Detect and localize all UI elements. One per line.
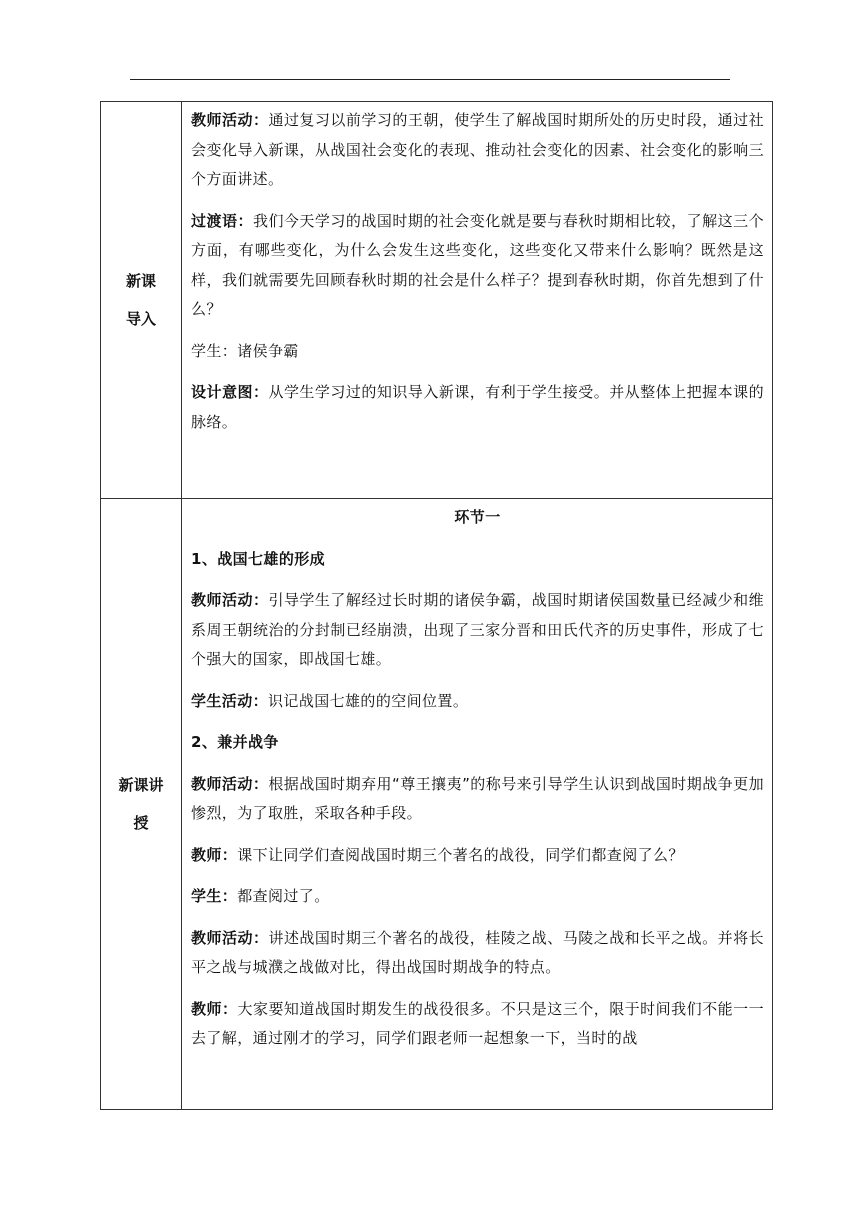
paragraph-label: 过渡语： xyxy=(191,211,253,230)
paragraph-text: 识记战国七雄的的空间位置。 xyxy=(268,691,469,710)
paragraph-text: 都查阅过了。 xyxy=(237,887,330,905)
paragraph xyxy=(191,207,764,325)
paragraph xyxy=(191,586,764,675)
paragraph xyxy=(191,687,764,717)
paragraph-label: 教师活动： xyxy=(191,774,269,793)
paragraph-label: 教师活动： xyxy=(191,928,269,947)
paragraph-label: 教师： xyxy=(191,999,238,1018)
subsection-heading: 1、战国七雄的形成 xyxy=(191,549,326,568)
paragraph-label: 学生： xyxy=(191,887,238,905)
paragraph-text: 引导学生了解经过长时期的诸侯争霸，战国时期诸侯国数量已经减少和维系周王朝统治的分封制已经崩溃，出现了三家分晋和田氏代齐的历史事件，形成了七个强大的国家，即战国七雄。 xyxy=(191,591,764,668)
table-row xyxy=(101,102,773,499)
paragraph-text: 从学生学习过的知识导入新课，有利于学生接受。并从整体上把握本课的脉络。 xyxy=(191,383,764,431)
paragraph xyxy=(191,882,764,912)
paragraph-text: 根据战国时期弃用“尊王攘夷”的称号来引导学生认识到战国时期战争更加惨烈，为了取胜，采取各种手段。 xyxy=(191,774,764,822)
paragraph xyxy=(191,106,764,195)
lesson-plan-table xyxy=(100,101,773,1110)
section-label-teaching xyxy=(101,499,182,1110)
paragraph-label: 教师活动： xyxy=(191,591,269,609)
header-rule xyxy=(130,79,730,80)
paragraph-label: 教师： xyxy=(191,845,238,864)
paragraph xyxy=(191,995,764,1054)
paragraph xyxy=(191,924,764,983)
paragraph-text: 课下让同学们查阅战国时期三个著名的战役，同学们都查阅了么？ xyxy=(237,845,684,864)
paragraph-text: 通过复习以前学习的王朝，使学生了解战国时期所处的历史时段，通过社会变化导入新课，从战国社会变化的表现、推动社会变化的因素、社会变化的影响三个方面讲述。 xyxy=(191,111,764,188)
paragraph xyxy=(191,841,764,871)
paragraph-text: 学生：诸侯争霸 xyxy=(191,341,299,360)
section-label-line: 新课 xyxy=(125,272,156,290)
paragraph-label: 学生活动： xyxy=(191,691,269,710)
paragraph xyxy=(191,378,764,437)
subsection-heading: 2、兼并战争 xyxy=(191,733,279,751)
section-label-line: 导入 xyxy=(125,310,156,328)
paragraph xyxy=(191,337,764,367)
paragraph-label: 教师活动： xyxy=(191,111,269,129)
section-title: 环节一 xyxy=(454,508,501,526)
table-row xyxy=(101,499,773,1110)
paragraph-text: 我们今天学习的战国时期的社会变化就是要与春秋时期相比较，了解这三个方面，有哪些变化，为什么会发生这些变化，这些变化又带来什么影响？既然是这样，我们就需要先回顾春秋时期的社会是什么样子？提到春秋时期，你首先想到了什么？ xyxy=(191,211,764,318)
section-content-intro xyxy=(182,102,773,499)
paragraph-label: 设计意图： xyxy=(191,383,269,401)
paragraph xyxy=(191,770,764,829)
section-label-line: 新课讲 xyxy=(118,776,164,794)
section-content-teaching xyxy=(182,499,773,1110)
section-label-intro xyxy=(101,102,182,499)
paragraph-text: 大家要知道战国时期发生的战役很多。不只是这三个，限于时间我们不能一一去了解，通过刚才的学习，同学们跟老师一起想象一下，当时的战 xyxy=(191,999,764,1047)
paragraph-text: 讲述战国时期三个著名的战役，桂陵之战、马陵之战和长平之战。并将长平之战与城濮之战做对比，得出战国时期战争的特点。 xyxy=(191,928,764,976)
section-label-line: 授 xyxy=(133,814,149,832)
